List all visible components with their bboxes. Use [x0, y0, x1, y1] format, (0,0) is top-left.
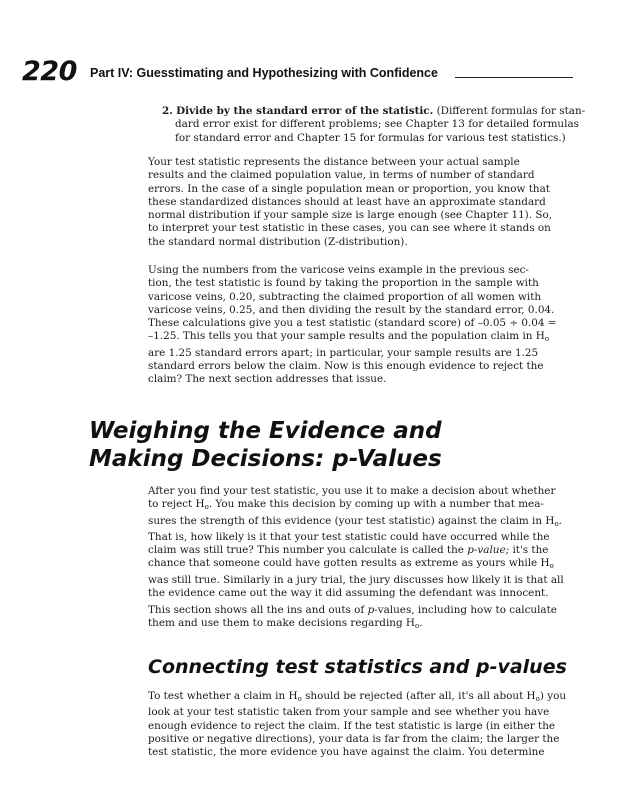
text-line: normal distribution if your sample size is large enough (see Chapter 11). So, — [148, 209, 553, 222]
text-line: standard errors below the claim. Now is this enough evidence to reject the — [148, 360, 544, 373]
text-line: look at your test statistic taken from your sample and see whether you have — [148, 706, 550, 719]
text-line: to interpret your test statistic in these cases, you can see where it stands on — [148, 222, 551, 235]
text-line: test statistic, the more evidence you have against the claim. You determine — [148, 746, 545, 759]
text-line: the standard normal distribution (Z-distribution). — [148, 235, 408, 248]
text-line: was still true. Similarly in a jury trial, the jury discusses how likely it is that all — [148, 573, 564, 586]
text-line: chance that someone could have gotten results as extreme as yours while $H_o$ — [148, 557, 554, 571]
paragraph-connecting — [148, 690, 567, 759]
paragraph-p-value-intro — [148, 485, 564, 600]
text-line: These calculations give you a test statistic (standard score) of –0.05 ÷ 0.04 = — [148, 317, 557, 330]
text-line: varicose veins, 0.25, and then dividing the result by the standard error, 0.04. — [148, 303, 555, 316]
text-line: claim? The next section addresses that issue. — [148, 373, 387, 386]
step-text-line: (Different formulas for stan- — [436, 105, 586, 117]
paragraph-varicose-example — [148, 264, 558, 387]
text-line: these standardized distances should at least have an approximate standard — [148, 195, 546, 208]
text-line: varicose veins, 0.20, subtracting the claimed proportion of all women with — [148, 290, 542, 303]
text-line: errors. In the case of a single population mean or proportion, you know that — [148, 182, 550, 195]
text-line: results and the claimed population value, in terms of number of standard — [148, 169, 535, 182]
section-heading: Weighing the Evidence and Making Decisions: p-Values — [89, 418, 442, 472]
text-line: claim was still true? This number you calculate is called the p-value; it's the — [148, 544, 549, 557]
running-head: Part IV: Guesstimating and Hypothesizing with Confidence — [90, 66, 438, 80]
step-number: 2. — [162, 105, 173, 117]
page-number: 220 — [22, 56, 77, 87]
text-line: Using the numbers from the varicose veins example in the previous sec- — [148, 264, 529, 276]
step-title: Divide by the standard error of the statistic. — [176, 105, 434, 117]
subsection-heading: Connecting test statistics and p-values — [148, 656, 567, 678]
page-header — [22, 56, 562, 87]
text-line: the evidence came out the way it did assuming the defendant was innocent. — [148, 587, 549, 600]
header-rule — [455, 77, 573, 78]
text-line: tion, the test statistic is found by taking the proportion in the sample with — [148, 277, 539, 290]
text-line: to reject $H_o$. You make this decision by coming up with a number that mea- — [148, 498, 544, 512]
step-text-line: for standard error and Chapter 15 for formulas for various test statistics.) — [175, 131, 566, 144]
text-line: To test whether a claim in $H_o$ should be rejected (after all, it's all about $H_o$) you — [148, 690, 567, 703]
paragraph-test-statistic — [148, 156, 558, 249]
text-line: are 1.25 standard errors apart; in particular, your sample results are 1.25 — [148, 346, 539, 359]
paragraph-section-overview — [148, 604, 558, 634]
text-line: This section shows all the ins and outs of p-values, including how to calculate — [148, 604, 557, 616]
text-line: Your test statistic represents the distance between your actual sample — [148, 156, 520, 168]
numbered-step-2 — [162, 105, 586, 145]
text-line: That is, how likely is it that your test statistic could have occurred while the — [148, 530, 550, 543]
text-line: After you find your test statistic, you use it to make a decision about whether — [148, 485, 556, 497]
text-line: positive or negative directions), your data is far from the claim; the larger the — [148, 732, 560, 745]
text-line: enough evidence to reject the claim. If the test statistic is large (in either the — [148, 719, 556, 732]
text-line: sures the strength of this evidence (your test statistic) against the claim in $H_o$. — [148, 514, 562, 528]
step-text-line: dard error exist for different problems; see Chapter 13 for detailed formulas — [175, 118, 579, 131]
text-line: –1.25. This tells you that your sample results and the population claim in $H_o$ — [148, 330, 550, 344]
text-line: them and use them to make decisions regarding $H_o$. — [148, 617, 423, 631]
